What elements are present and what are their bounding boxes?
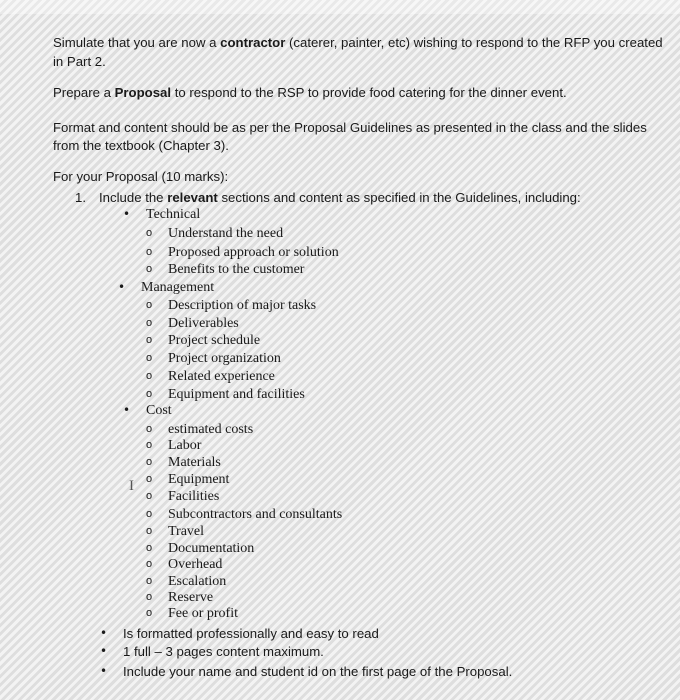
technical-bullet: •	[123, 207, 131, 221]
sub-bullet: o	[146, 508, 153, 520]
bottom-bullet-text: Is formatted professionally and easy to read	[123, 626, 379, 641]
cost-item: Escalation	[168, 574, 227, 589]
sub-bullet: o	[146, 607, 153, 619]
technical-item: Understand the need	[168, 226, 284, 241]
bottom-bullet: •	[100, 664, 108, 678]
management-item: Deliverables	[168, 316, 239, 331]
cost-item: Equipment	[168, 472, 230, 487]
cost-item: Materials	[168, 455, 221, 470]
section-cost-label: Cost	[146, 403, 172, 418]
sub-bullet: o	[146, 473, 153, 485]
sub-bullet: o	[146, 558, 153, 570]
cost-item: Documentation	[168, 541, 255, 556]
management-item: Description of major tasks	[168, 298, 317, 313]
intro-paragraph-2: Prepare a Proposal to respond to the RSP to provide food catering for the dinner event.	[53, 85, 567, 100]
management-item: Related experience	[168, 369, 275, 384]
cost-item: Facilities	[168, 489, 220, 504]
management-item: Project organization	[168, 351, 281, 366]
sub-bullet: o	[146, 246, 153, 258]
cost-item: Reserve	[168, 590, 214, 605]
text-cursor-icon: I	[129, 478, 134, 494]
section-management-label: Management	[141, 280, 215, 295]
intro-paragraph-3-cont: from the textbook (Chapter 3).	[53, 138, 229, 153]
cost-item: Subcontractors and consultants	[168, 507, 343, 522]
sub-bullet: o	[146, 490, 153, 502]
sub-bullet: o	[146, 575, 153, 587]
sub-bullet: o	[146, 591, 153, 603]
cost-item: Overhead	[168, 557, 223, 572]
bottom-bullet: •	[100, 626, 108, 640]
cost-item: estimated costs	[168, 422, 254, 437]
technical-item: Benefits to the customer	[168, 262, 305, 277]
sub-bullet: o	[146, 263, 153, 275]
management-bullet: •	[118, 280, 126, 294]
cost-bullet: •	[123, 403, 131, 417]
proposal-marks-heading: For your Proposal (10 marks):	[53, 169, 229, 184]
cost-item: Travel	[168, 524, 205, 539]
sub-bullet: o	[146, 439, 153, 451]
sub-bullet: o	[146, 227, 153, 239]
page-top-edge	[0, 0, 680, 14]
sub-bullet: o	[146, 299, 153, 311]
sub-bullet: o	[146, 542, 153, 554]
sub-bullet: o	[146, 388, 153, 400]
section-technical-label: Technical	[146, 207, 201, 222]
bottom-bullet: •	[100, 644, 108, 658]
sub-bullet: o	[146, 456, 153, 468]
technical-item: Proposed approach or solution	[168, 245, 339, 260]
item-1-text: Include the relevant sections and content as specified in the Guidelines, including:	[99, 190, 581, 205]
sub-bullet: o	[146, 525, 153, 537]
item-1-number: 1.	[75, 190, 86, 205]
intro-paragraph-1-cont: in Part 2.	[53, 54, 106, 69]
intro-paragraph-3: Format and content should be as per the Proposal Guidelines as presented in the class and the slides	[53, 120, 647, 135]
sub-bullet: o	[146, 334, 153, 346]
cost-item: Labor	[168, 438, 202, 453]
bottom-bullet-text: 1 full – 3 pages content maximum.	[123, 644, 324, 659]
sub-bullet: o	[146, 423, 153, 435]
cost-item: Fee or profit	[168, 606, 238, 621]
sub-bullet: o	[146, 370, 153, 382]
intro-paragraph-1: Simulate that you are now a contractor (caterer, painter, etc) wishing to respond to the RFP you created	[53, 35, 663, 50]
management-item: Equipment and facilities	[168, 387, 305, 402]
sub-bullet: o	[146, 317, 153, 329]
management-item: Project schedule	[168, 333, 261, 348]
sub-bullet: o	[146, 352, 153, 364]
bottom-bullet-text: Include your name and student id on the first page of the Proposal.	[123, 664, 513, 679]
